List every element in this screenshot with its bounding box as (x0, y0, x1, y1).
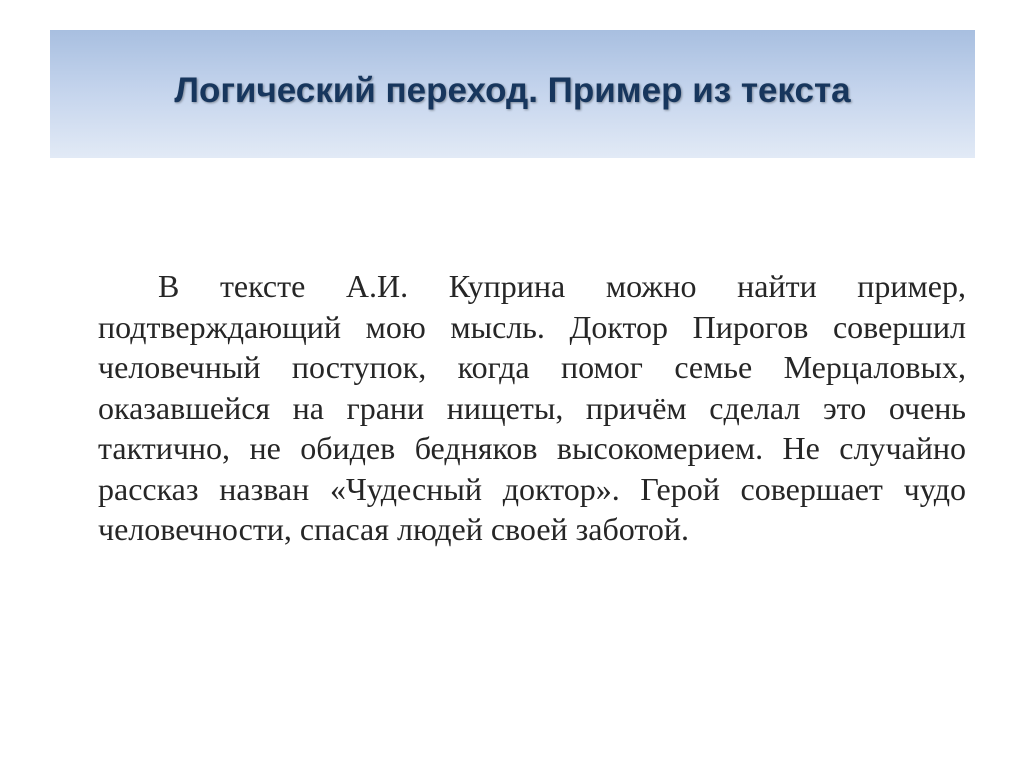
title-band (50, 30, 975, 158)
body-paragraph: В тексте А.И. Куприна можно найти пример, подтверждающий мою мысль. Доктор Пирогов совершил человечный поступок, когда помог семье Мерцаловых, оказавшейся на грани нищеты, причём сделал это очень тактично, не обидев бедняков высокомерием. Не случайно рассказ назван «Чудесный доктор». Герой совершает чудо человечности, спасая людей своей заботой. (98, 268, 966, 547)
slide-title: Логический переход. Пример из текста (174, 71, 851, 110)
